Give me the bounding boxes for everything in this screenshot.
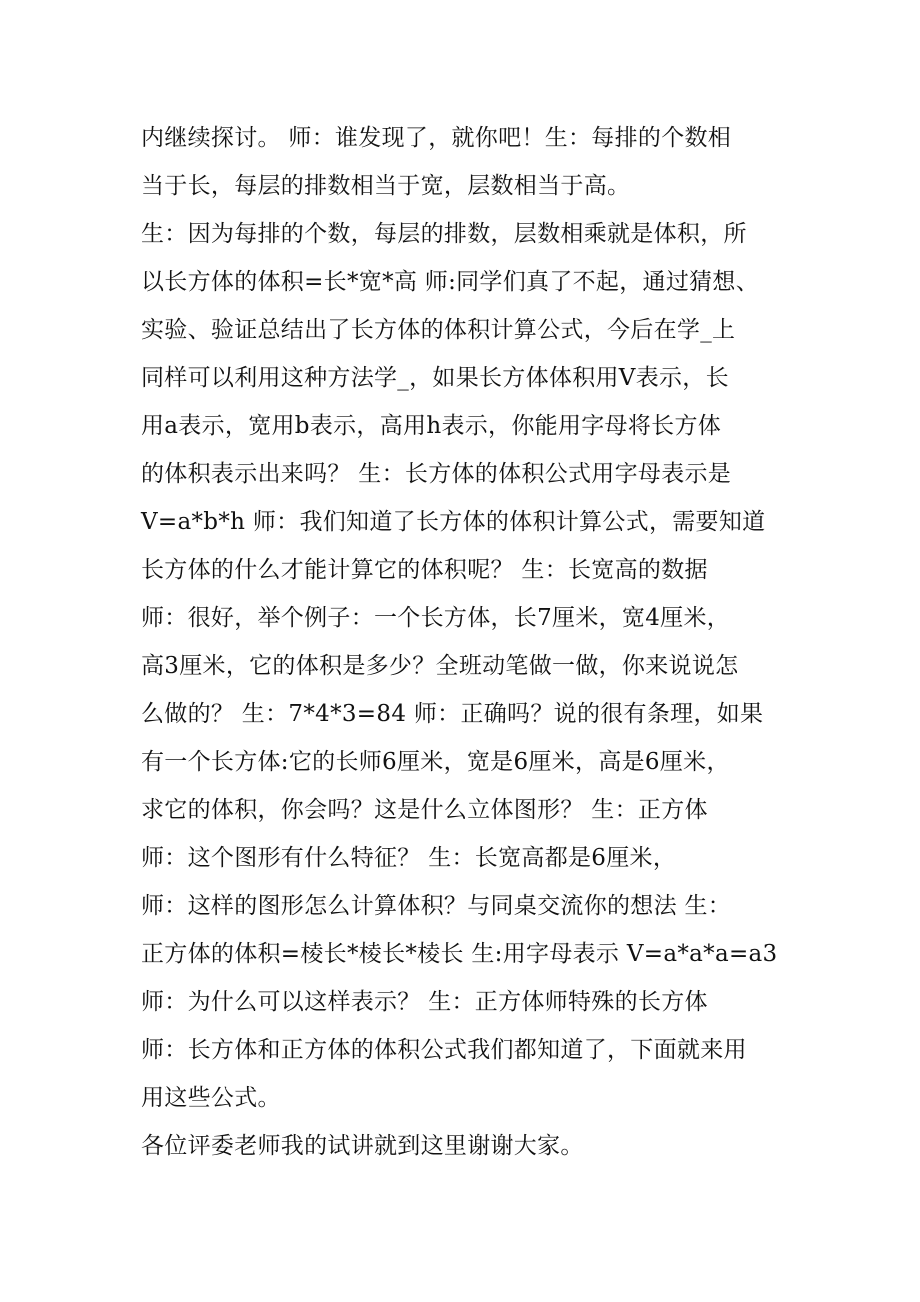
- text-line: 用a表示，宽用b表示，高用h表示，你能用字母将长方体: [141, 413, 722, 439]
- text-line: 长方体的什么才能计算它的体积呢？ 生：长宽高的数据: [141, 557, 708, 583]
- text-line: 正方体的体积=棱长*棱长*棱长 生:用字母表示 V=a*a*a=a3: [141, 941, 778, 967]
- text-line: 有一个长方体:它的长师6厘米，宽是6厘米，高是6厘米，: [141, 749, 730, 775]
- text-line: 同样可以利用这种方法学_，如果长方体体积用V表示，长: [141, 365, 729, 391]
- text-line: 各位评委老师我的试讲就到这里谢谢大家。: [141, 1133, 584, 1159]
- text-line: 生：因为每排的个数，每层的排数，层数相乘就是体积，所: [141, 221, 747, 247]
- text-line: 师：为什么可以这样表示？ 生：正方体师特殊的长方体: [141, 989, 708, 1015]
- document-body: [141, 114, 801, 1170]
- text-line: 高3厘米，它的体积是多少？全班动笔做一做，你来说说怎: [141, 653, 739, 679]
- text-line: 当于长，每层的排数相当于宽，层数相当于高。: [141, 173, 631, 199]
- text-line: 师：这个图形有什么特征？ 生：长宽高都是6厘米，: [141, 845, 677, 871]
- text-line: 的体积表示出来吗？ 生：长方体的体积公式用字母表示是: [141, 461, 732, 487]
- text-line: V=a*b*h 师：我们知道了长方体的体积计算公式，需要知道: [141, 509, 766, 535]
- text-line: 师：很好，举个例子：一个长方体，长7厘米，宽4厘米，: [141, 605, 731, 631]
- text-line: 实验、验证总结出了长方体的体积计算公式，今后在学_上: [141, 317, 736, 343]
- text-line: 求它的体积，你会吗？这是什么立体图形？ 生：正方体: [141, 797, 708, 823]
- text-line: 师：这样的图形怎么计算体积？与同桌交流你的想法 生：: [141, 893, 732, 919]
- text-line: 么做的？ 生：7*4*3=84 师：正确吗？说的很有条理，如果: [141, 701, 764, 727]
- text-line: 以长方体的体积=长*宽*高 师:同学们真了不起，通过猜想、: [141, 269, 760, 295]
- text-line: 用这些公式。: [141, 1085, 281, 1111]
- text-line: 师：长方体和正方体的体积公式我们都知道了，下面就来用: [141, 1037, 747, 1063]
- text-line: 内继续探讨。 师：谁发现了，就你吧！生：每排的个数相: [141, 125, 732, 151]
